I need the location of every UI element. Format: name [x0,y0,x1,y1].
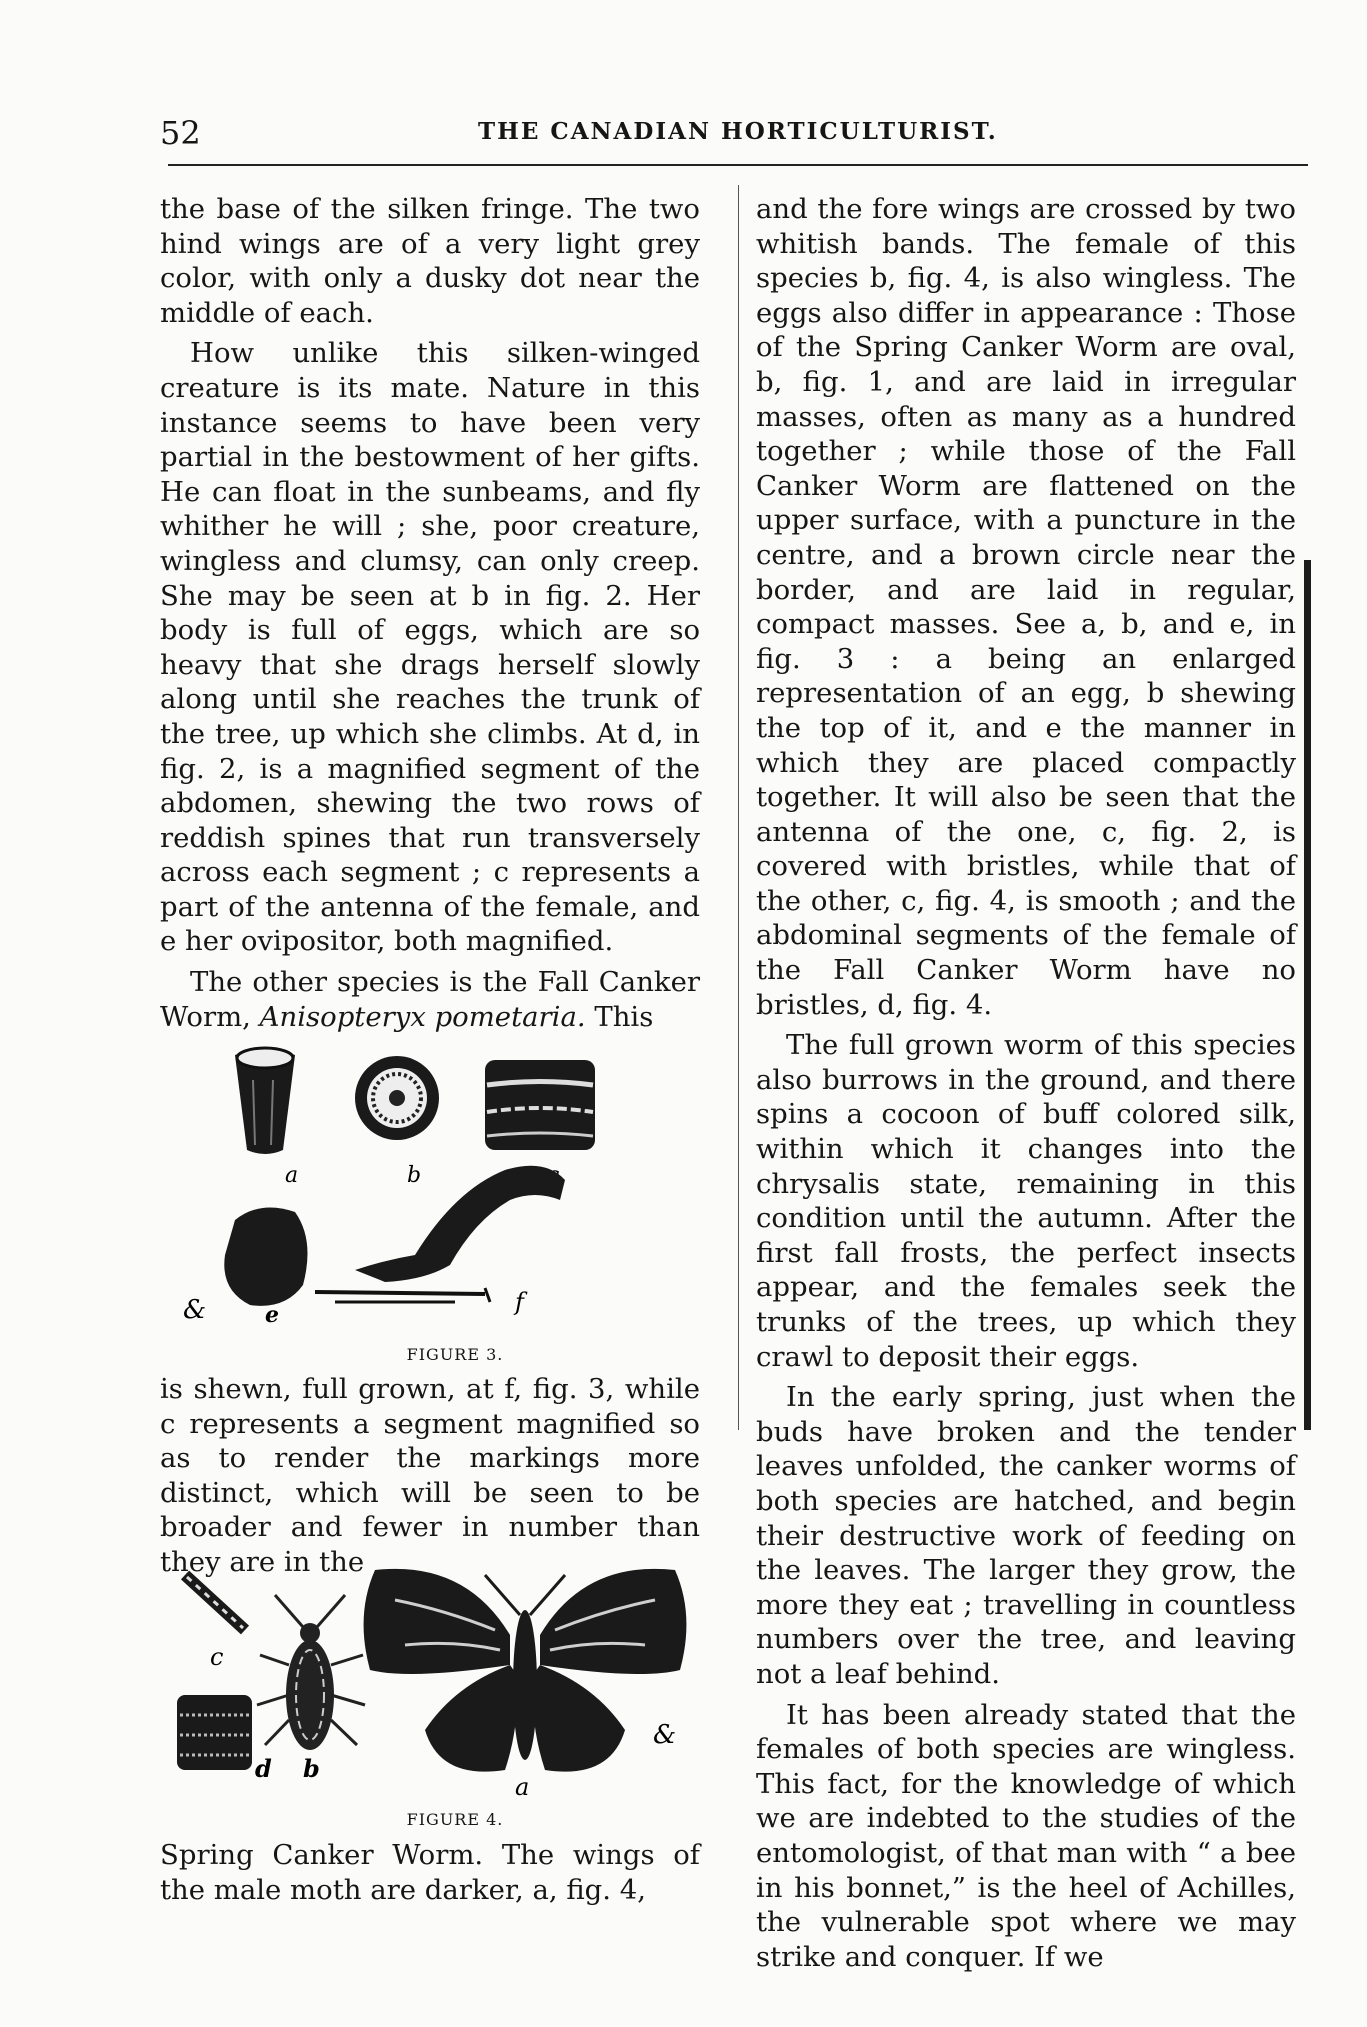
left-column-middle [160,1372,700,1580]
column-divider [738,185,739,1430]
left-column-top [160,192,700,1034]
species-name: Anisopteryx pometaria. [259,1000,586,1033]
figure-label: a [515,1773,530,1801]
header-rule [168,164,1308,166]
male-moth-illustration [364,1569,687,1772]
figure-label: d [255,1754,272,1783]
paragraph-text: This [594,1000,654,1033]
figure-label: & [183,1295,207,1325]
egg-illustration [235,1048,295,1154]
page-number: 52 [160,114,201,152]
paragraph [160,965,700,1034]
figure-label: a [285,1163,299,1188]
figure-label: c [210,1643,224,1671]
paragraph: the base of the silken fringe. The two hind wings are of a very light grey color, with only a dusky dot near the middle of each. [160,193,700,329]
caterpillar-illustration [315,1166,565,1302]
antenna-illustration [185,1575,245,1630]
paragraph: In the early spring, just when the buds have broken and the tender leaves unfolded, the canker worms of both species are hatched, and begin their destructive work of feeding on the leaves. The larger they grow, the more they eat ; travelling in countless numbers over the tree, and leaving not a leaf behind. [756,1381,1296,1690]
egg-top-illustration [355,1056,439,1140]
paragraph: The full grown worm of this species also burrows in the ground, and there spins a cocoon of buff colored silk, within which it changes into the chrysalis state, remaining in this condition until the autumn. After the first fall frosts, the perfect insects appear, and the females seek the trunks of the trees, up which they crawl to deposit their eggs. [756,1029,1296,1373]
paragraph: Spring Canker Worm. The wings of the male moth are darker, a, fig. 4, [160,1839,700,1906]
egg-mass-illustration [485,1060,595,1150]
paragraph: and the fore wings are crossed by two whitish bands. The female of this species b, fig. 4, is also wingless. The eggs also differ in appearance : Those of the Spring Canker Worm are oval, b, fig. 1, and are laid in irregular masses, often as many as a hundred together ; while those of the Fall Canker Worm are flattened on the upper surface, with a puncture in the centre, and a brown circle near the border, and are laid in regular, compact masses. See a, b, and e, in fig. 3 : a being an enlarged representation of an egg, b shewing the top of it, and e the manner in which they are placed compactly together. It will also be seen that the antenna of the one, c, fig. 2, is covered with bristles, while that of the other, c, fig. 4, is smooth ; and the abdominal segments of the female of the Fall Canker Worm have no bristles, d, fig. 4. [756,193,1296,1021]
figure-label: f [515,1288,524,1316]
egg-cluster-illustration [224,1208,307,1306]
figure-4-caption: FIGURE 4. [406,1810,504,1829]
page-edge-shadow [1304,560,1311,1430]
figure-4-illustration [165,1555,725,1805]
paragraph: It has been already stated that the females of both species are wingless. This fact, for the knowledge of which we are indebted to the studies of the entomologist, of that man with “ a bee in his bonnet,” is the heel of Achilles, the vulnerable spot where we may strike and conquer. If we [756,1698,1296,1973]
figure-label: e [265,1302,279,1328]
figure-3-illustration [165,1040,725,1340]
paragraph: is shewn, full grown, at f, fig. 3, while c represents a segment magnified so as to render the markings more distinct, which will be seen to be broader and fewer in number than they are in the [160,1373,700,1578]
right-column [756,192,1296,1974]
figure-label: & [653,1720,677,1750]
abdominal-segment-illustration [177,1695,252,1770]
paragraph-text: The other species is the Fall Canker Worm, [160,966,700,1033]
running-title: THE CANADIAN HORTICULTURIST. [478,118,998,145]
figure-label: b [407,1163,422,1188]
wingless-female-illustration [257,1595,365,1750]
figure-3-caption: FIGURE 3. [406,1345,504,1364]
figure-label: b [303,1754,320,1783]
paragraph: How unlike this silken-winged creature is its mate. Nature in this instance seems to have been very partial in the bestowment of her gifts. He can float in the sunbeams, and fly whither he will ; she, poor creature, wingless and clumsy, can only creep. She may be seen at b in fig. 2. Her body is full of eggs, which are so heavy that she drags herself slowly along until she reaches the trunk of the tree, up which she climbs. At d, in fig. 2, is a magnified segment of the abdomen, shewing the two rows of reddish spines that run transversely across each segment ; c represents a part of the antenna of the female, and e her ovipositor, both magnified. [160,337,700,958]
left-column-bottom [160,1838,700,1907]
